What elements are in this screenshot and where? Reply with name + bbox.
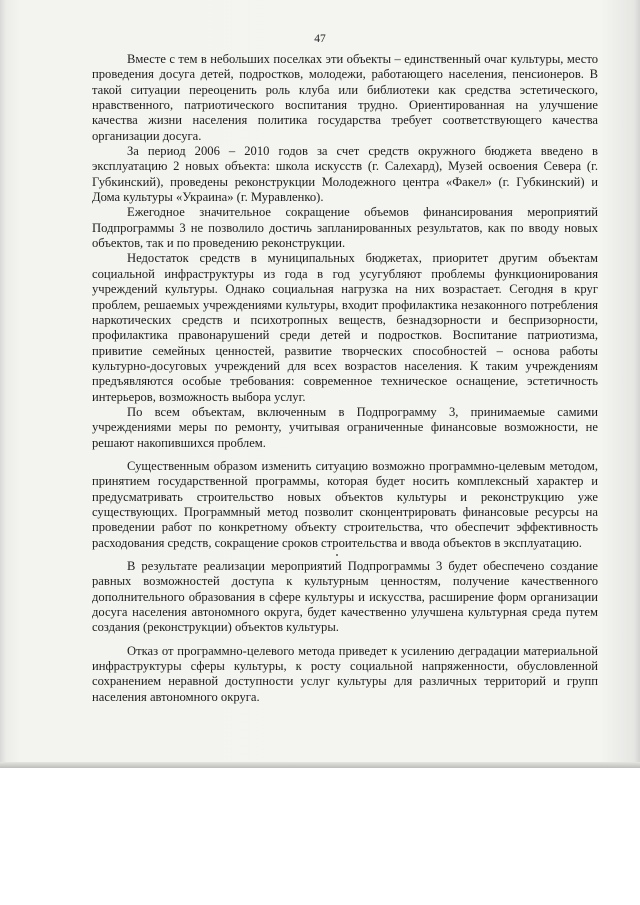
paragraph: Отказ от программно-целевого метода приведет к усилению деградации материальной инфраструктуры сферы культуры, к росту социальной напряженности, обусловленной сохранением неравной доступности услуг культуры для различных территорий и групп населения автономного округа. [92, 643, 598, 704]
paragraph: Существенным образом изменить ситуацию возможно программно-целевым методом, принятием государственной программы, которая будет носить комплексный характер и предусматривать строительство новых объектов культуры и реконструкцию уже существующих. Программный метод позволит сконцентрировать финансовые ресурсы на проведении работ по конкретному объекту строительства, что обеспечит эффективность расходования средств, сокращение сроков строительства и ввода объектов в эксплуатацию. [92, 458, 598, 550]
page-number: 47 [314, 33, 326, 45]
document-body [92, 52, 598, 705]
paragraph: Недостаток средств в муниципальных бюджетах, приоритет другим объектам социальной инфраструктуры из года в год усугубляют проблемы функционирования учреждений культуры. Однако социальная нагрузка на них возрастает. Сегодня в круг проблем, решаемых учреждениями культуры, входит профилактика незаконного потребления наркотических средств и психотропных веществ, безнадзорности и беспризорности, профилактика правонарушений среди детей и подростков. Воспитание патриотизма, привитие семейных ценностей, развитие творческих способностей – основа работы культурно-досуговых учреждений для всех возрастов населения. К таким учреждениям предъявляются особые требования: современное техническое оснащение, эстетичность интерьеров, возможность выбора услуг. [92, 251, 598, 404]
paragraph: За период 2006 – 2010 годов за счет средств окружного бюджета введено в эксплуатацию 2 новых объекта: школа искусств (г. Салехард), Музей освоения Севера (г. Губкинский), проведены реконструкции Молодежного центра «Факел» (г. Губкинский) и Дома культуры «Украина» (г. Муравленко). [92, 144, 598, 205]
scan-bottom-edge [0, 762, 640, 768]
paragraph: В результате реализации мероприятий Подпрограммы 3 будет обеспечено создание равных возможностей доступа к культурным ценностям, получение качественного дополнительного образования в сфере культуры и искусства, расширение форм организации досуга населения автономного округа, будет качественно улучшена культурная среда путем создания (реконструкции) объектов культуры. [92, 559, 598, 635]
paragraph: Вместе с тем в небольших поселках эти объекты – единственный очаг культуры, место проведения досуга детей, подростков, молодежи, работающего населения, пенсионеров. В такой ситуации переоценить роль клуба или библиотеки как средства эстетического, нравственного, патриотического воспитания трудно. Ориентированная на улучшение качества жизни населения политика государства требует соответствующего качества организации досуга. [92, 52, 598, 143]
paragraph: Ежегодное значительное сокращение объемов финансирования мероприятий Подпрограммы 3 не позволило достичь запланированных результатов, как по вводу новых объектов, так и по проведению реконструкции. [92, 205, 598, 251]
scan-speck [336, 554, 338, 556]
paragraph: По всем объектам, включенным в Подпрограмму 3, принимаемые самими учреждениями меры по ремонту, учитывая ограниченные финансовые возможности, не решают накопившихся проблем. [92, 404, 598, 450]
